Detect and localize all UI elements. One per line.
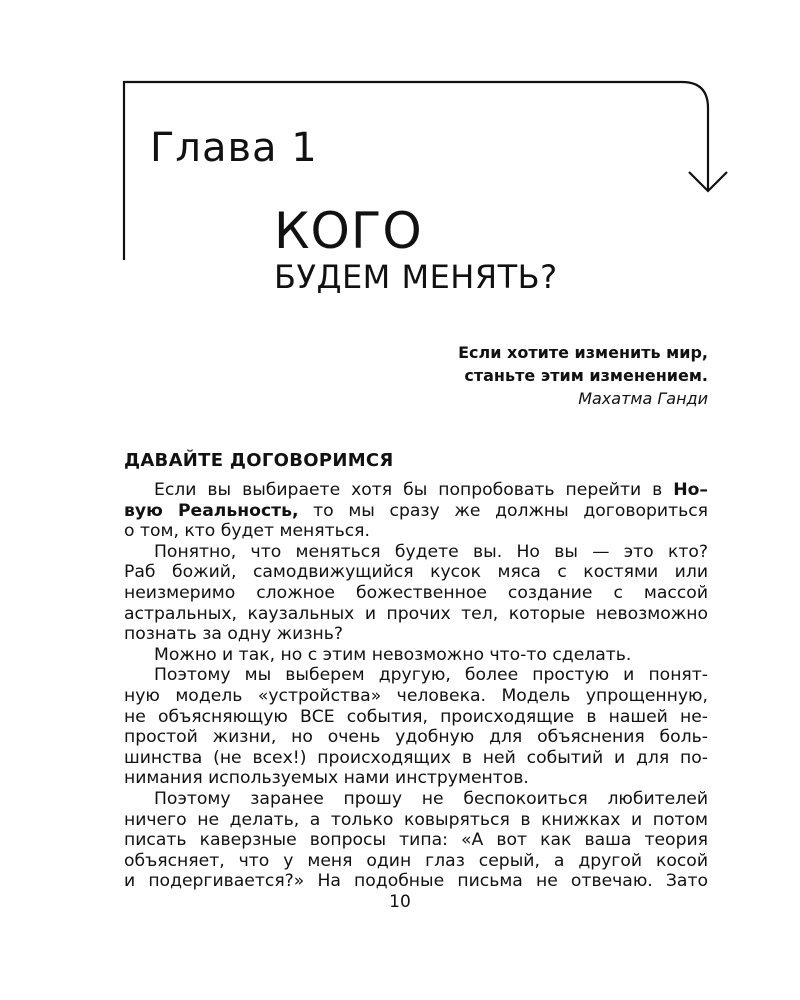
text-line: шинства (не всех!) происходящих в ней событий и для по- (124, 747, 708, 768)
text-line: нимания используемых нами инструментов. (124, 768, 529, 789)
page-number: 10 (389, 892, 411, 912)
epigraph-author: Махатма Ганди (578, 389, 708, 408)
epigraph-line-1: Если хотите изменить мир, (458, 343, 708, 362)
text-line: Поэтому мы выберем другую, более простую и понят- (154, 665, 708, 686)
text-line: неизмеримо сложное божественное создание с массой (124, 582, 708, 603)
section-heading: ДАВАЙТЕ ДОГОВОРИМСЯ (124, 450, 394, 471)
body-text (124, 480, 708, 892)
text-line: Поэтому заранее прошу не беспокоиться любителей (154, 788, 708, 809)
chapter-title-sub: БУДЕМ МЕНЯТЬ? (274, 258, 558, 296)
text-line: вую Реальность, то мы сразу же должны договориться (124, 500, 708, 521)
chapter-label: Глава 1 (150, 125, 318, 171)
text-line: не объясняющую ВСЕ события, происходящие в нашей не- (124, 706, 708, 727)
text-line: Если вы выбираете хотя бы попробовать перейти в Но– (154, 480, 708, 500)
text-line: Можно и так, но с этим невозможно что-то сделать. (154, 644, 632, 665)
text-line: объясняет, что у меня один глаз серый, а другой косой (124, 850, 708, 871)
text-line: и подергивается?» На подобные письма не отвечаю. Зато (124, 871, 708, 892)
text-line: познать за одну жизнь? (124, 624, 343, 645)
text-line: ную модель «устройства» человека. Модель упрощенную, (124, 685, 708, 706)
text-line: Понятно, что меняться будете вы. Но вы — это кто? (154, 541, 708, 562)
text-line: Раб божий, самодвижущийся кусок мяса с костями или (124, 562, 708, 583)
epigraph-line-2: станьте этим изменением. (464, 366, 708, 385)
text-line: писать каверзные вопросы типа: «А вот как ваша теория (124, 830, 708, 851)
text-line: астральных, каузальных и прочих тел, которые невозможно (124, 603, 708, 624)
text-line: простой жизни, но очень удобную для объяснения боль- (124, 727, 708, 748)
text-line: о том, кто будет меняться. (124, 521, 370, 542)
text-line: ничего не делать, а только ковыряться в книжках и потом (124, 809, 708, 830)
chapter-title-main: КОГО (274, 202, 423, 260)
epigraph (458, 341, 708, 410)
